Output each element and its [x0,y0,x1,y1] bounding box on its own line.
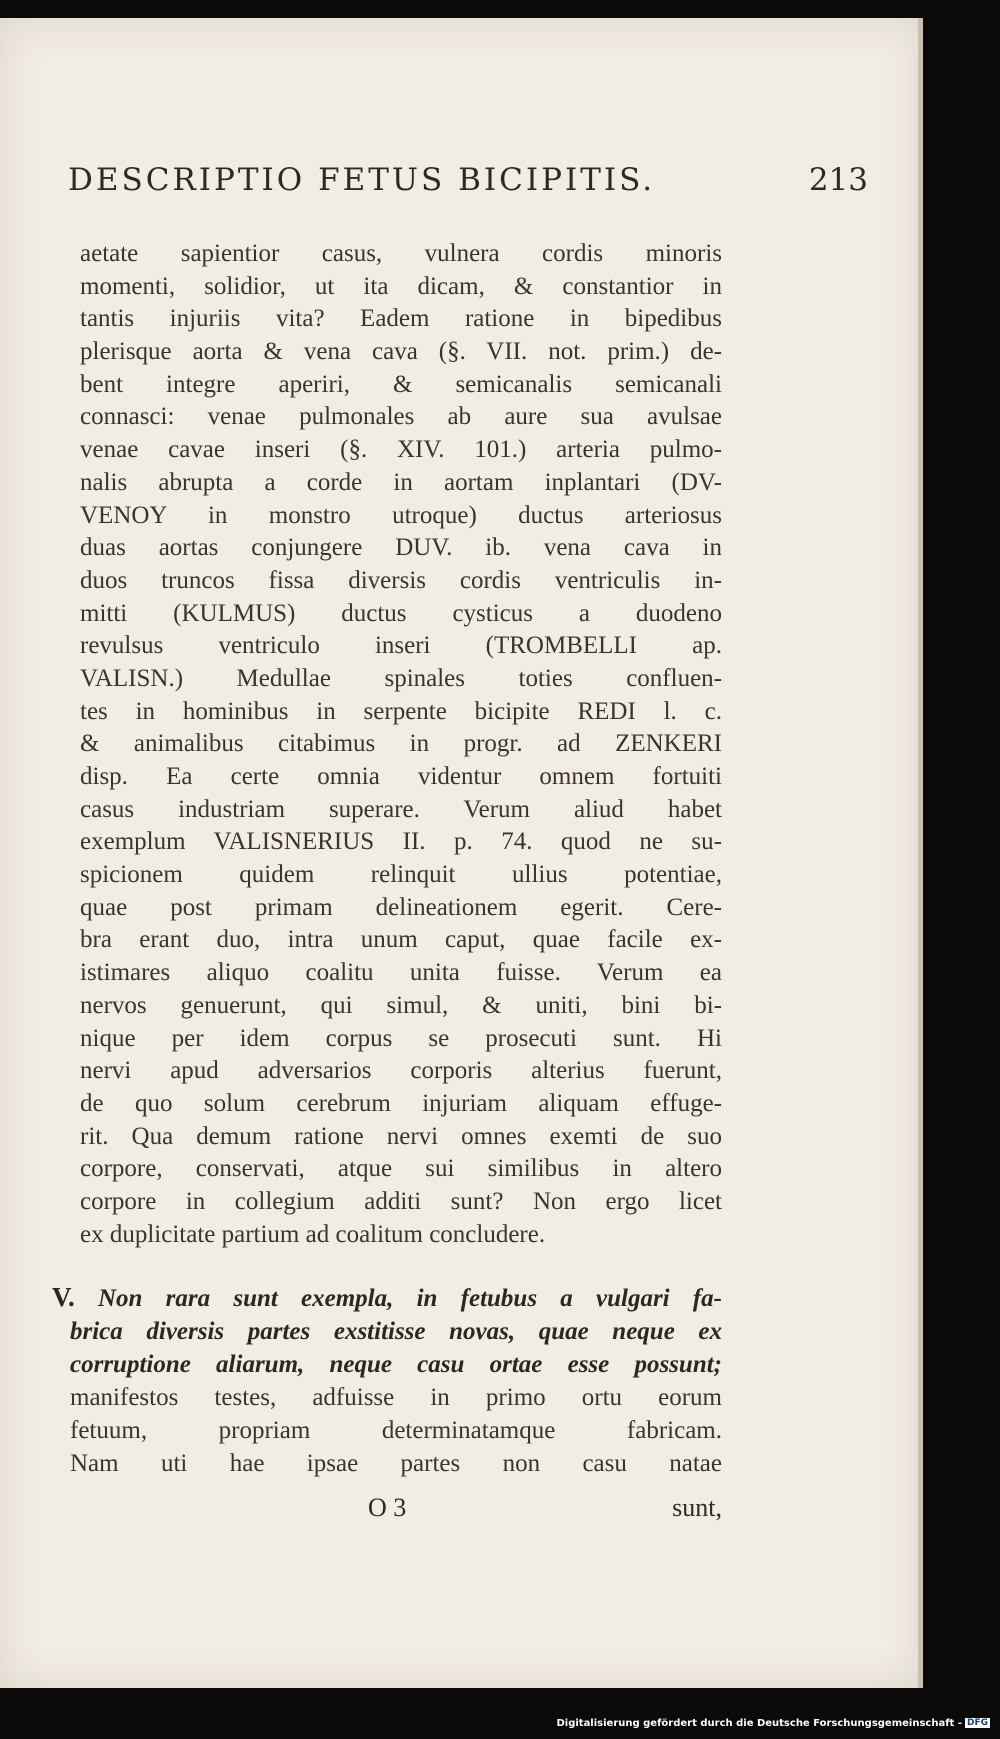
text-line: quae post primam delineationem egerit. Cere- [80,893,722,921]
text-line: disp. Ea certe omnia videntur omnem fortuiti [80,763,722,790]
text-line: VALISN.) Medullae spinales toties confluen- [80,664,722,692]
text-line: casus industriam superare. Verum aliud habet [80,795,722,823]
section-italic-line: corruptione aliarum, neque casu ortae esse possunt; [70,1351,722,1378]
section-text-line: Nam uti hae ipsae partes non casu natae [70,1450,722,1477]
page-number: 213 [808,162,868,198]
section-v [52,1282,722,1480]
body-text [80,238,722,1251]
section-lines [52,1282,722,1480]
page-footer [80,1493,722,1527]
running-title: DESCRIPTIO FETUS BICIPITIS. [68,162,656,198]
text-line: mitti (KULMUS) ductus cysticus a duodeno [80,599,722,627]
digitization-credit [556,1718,990,1729]
dfg-logo: DFG [966,1718,988,1728]
text-line: plerisque aorta & vena cava (§. VII. not. prim.) de- [80,338,722,366]
text-line: istimares aliquo coalitu unita fuisse. Verum ea [80,959,722,987]
text-line: bent integre aperiri, & semicanalis semicanali [80,370,722,398]
section-text-line: manifestos testes, adfuisse in primo ortu eorum [70,1384,722,1411]
section-italic-line: Non rara sunt exempla, in fetubus a vulgari fa- [98,1285,722,1312]
catchword: sunt, [672,1493,722,1522]
section-text-line: fetuum, propriam determinatamque fabricam. [70,1417,722,1444]
text-line: corpore, conservati, atque sui similibus in altero [80,1155,722,1183]
text-line: exemplum VALISNERIUS II. p. 74. quod ne su- [80,828,722,856]
text-line: bra erant duo, intra unum caput, quae facile ex- [80,926,722,954]
text-line: VENOY in monstro utroque) ductus arteriosus [80,501,722,529]
text-line: spicionem quidem relinquit ullius potentiae, [80,861,722,889]
text-line: nalis abrupta a corde in aortam inplantari (DV- [80,468,722,496]
text-line: nique per idem corpus se prosecuti sunt. Hi [80,1024,722,1052]
text-line: tes in hominibus in serpente bicipite REDI l. c. [80,697,722,725]
text-line: duas aortas conjungere DUV. ib. vena cava in [80,534,722,562]
text-line: venae cavae inseri (§. XIV. 101.) arteria pulmo- [80,436,722,464]
text-line: duos truncos fissa diversis cordis ventriculis in- [80,566,722,594]
text-line: aetate sapientior casus, vulnera cordis minoris [80,240,722,267]
section-italic-line: brica diversis partes exstitisse novas, quae neque ex [70,1318,722,1345]
section-number: V. [52,1282,75,1312]
text-line: revulsus ventriculo inseri (TROMBELLI ap. [80,632,722,660]
page-edge [918,18,923,1688]
text-line: nervos genuerunt, qui simul, & uniti, bini bi- [80,991,722,1019]
text-line: corpore in collegium additi sunt? Non ergo licet [80,1187,722,1215]
text-line: nervi apud adversarios corporis alterius fuerunt, [80,1057,722,1085]
text-line: & animalibus citabimus in progr. ad ZENKERI [80,730,722,758]
credit-text: Digitalisierung gefördert durch die Deutsche Forschungsgemeinschaft - [556,1718,962,1729]
page-header [68,162,868,202]
text-line: connasci: venae pulmonales ab aure sua avulsae [80,403,722,431]
text-line: rit. Qua demum ratione nervi omnes exemti de suo [80,1122,722,1150]
text-line: de quo solum cerebrum injuriam aliquam effuge- [80,1089,722,1117]
signature-mark: O 3 [368,1493,407,1522]
text-line: tantis injuriis vita? Eadem ratione in bipedibus [80,305,722,333]
text-line: momenti, solidior, ut ita dicam, & constantior in [80,272,722,300]
text-line: ex duplicitate partium ad coalitum concludere. [80,1220,546,1248]
